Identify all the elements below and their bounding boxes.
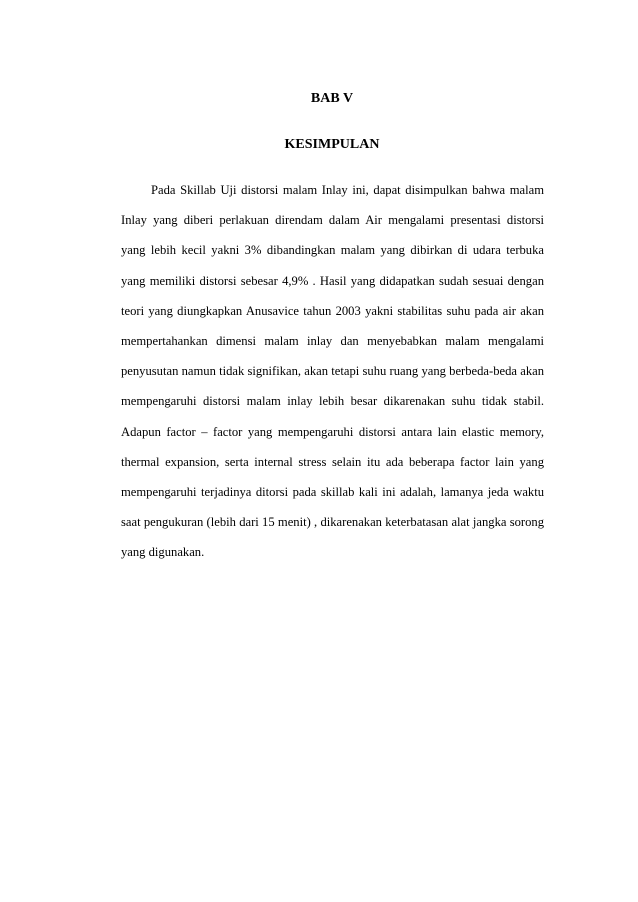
conclusion-paragraph: Pada Skillab Uji distorsi malam Inlay ini, dapat disimpulkan bahwa malam Inlay yang diberi perlakuan direndam dalam Air mengalami presentasi distorsi yang lebih kecil yakni 3% dibandingkan malam yang dibirkan di udara terbuka yang memiliki distorsi sebesar 4,9% . Hasil yang didapatkan sudah sesuai dengan teori yang diungkapkan Anusavice tahun 2003 yakni stabilitas suhu pada air akan mempertahankan dimensi malam inlay dan menyebabkan malam mengalami penyusutan namun tidak signifikan, akan tetapi suhu ruang yang berbeda-beda akan mempengaruhi distorsi malam inlay lebih besar dikarenakan suhu tidak stabil. Adapun factor – factor yang mempengaruhi distorsi antara lain elastic memory, thermal expansion, serta internal stress selain itu ada beberapa factor lain yang mempengaruhi terjadinya ditorsi pada skillab kali ini adalah, lamanya jeda waktu saat pengukuran (lebih dari 15 menit) , dikarenakan keterbatasan alat jangka sorong yang digunakan. xyxy=(121,183,544,560)
chapter-title: KESIMPULAN xyxy=(284,137,380,152)
chapter-heading: BAB V xyxy=(310,91,354,106)
